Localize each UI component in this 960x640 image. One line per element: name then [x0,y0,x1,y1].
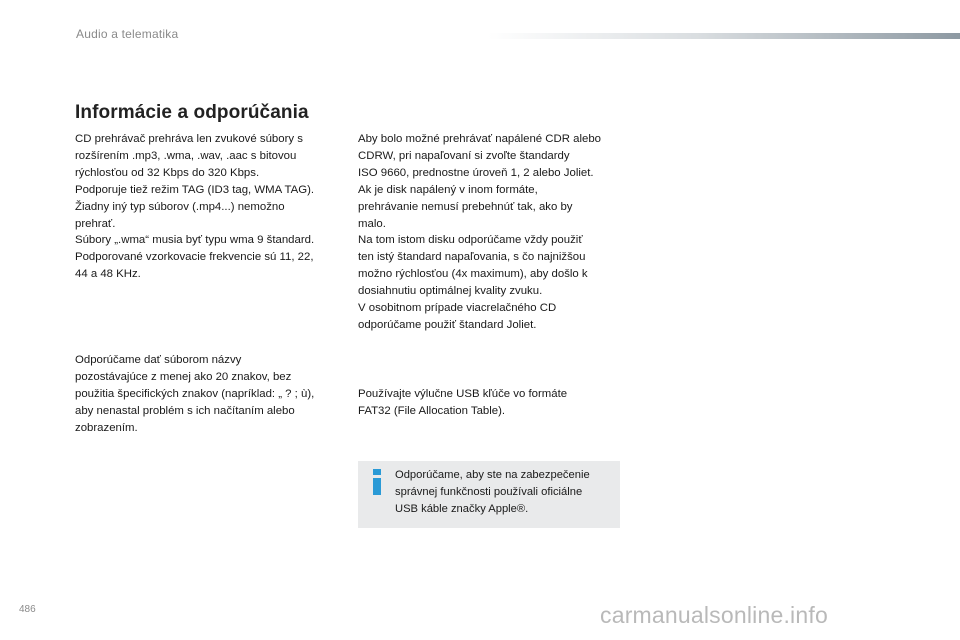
right-paragraph-1: Aby bolo možné prehrávať napálené CDR alebo CDRW, pri napaľovaní si zvoľte štandardy ISO 9660, prednostne úroveň 1, 2 alebo Joliet. Ak je disk napálený v inom formáte, prehrávanie nemusí prebehnúť tak, ako by malo. Na tom istom disku odporúčame vždy použiť ten istý štandard napaľovania, s čo najnižšou možno rýchlosťou (4x maximum), aby došlo k dosiahnutiu optimálnej kvality zvuku. V osobitnom prípade viacrelačného CD odporúčame použiť štandard Joliet. [358,133,601,331]
info-text: Odporúčame, aby ste na zabezpečenie správnej funkčnosti používali oficiálne USB káble značky Apple®. [395,469,590,515]
header-section-title: Audio a telematika [76,27,179,41]
info-icon [370,469,384,495]
page-title: Informácie a odporúčania [75,102,309,123]
header-divider [488,33,960,39]
watermark: carmanualsonline.info [600,602,828,628]
left-paragraph-1: CD prehrávač prehráva len zvukové súbory s rozšírením .mp3, .wma, .wav, .aac s bitovou rýchlosťou od 32 Kbps do 320 Kbps. Podporuje tiež režim TAG (ID3 tag, WMA TAG). Žiadny iný typ súborov (.mp4...) nemožno prehrať. Súbory „.wma“ musia byť typu wma 9 štandard. Podporované vzorkovacie frekvencie sú 11, 22, 44 a 48 KHz. [75,133,315,281]
page-number: 486 [19,604,36,615]
left-paragraph-2: Odporúčame dať súborom názvy pozostávajúce z menej ako 20 znakov, bez použitia špecifických znakov (napríklad: „ ? ; ù), aby nenastal problém s ich načítaním alebo zobrazením. [75,354,315,434]
info-box [358,461,620,528]
right-paragraph-2: Používajte výlučne USB kľúče vo formáte FAT32 (File Allocation Table). [358,388,568,417]
